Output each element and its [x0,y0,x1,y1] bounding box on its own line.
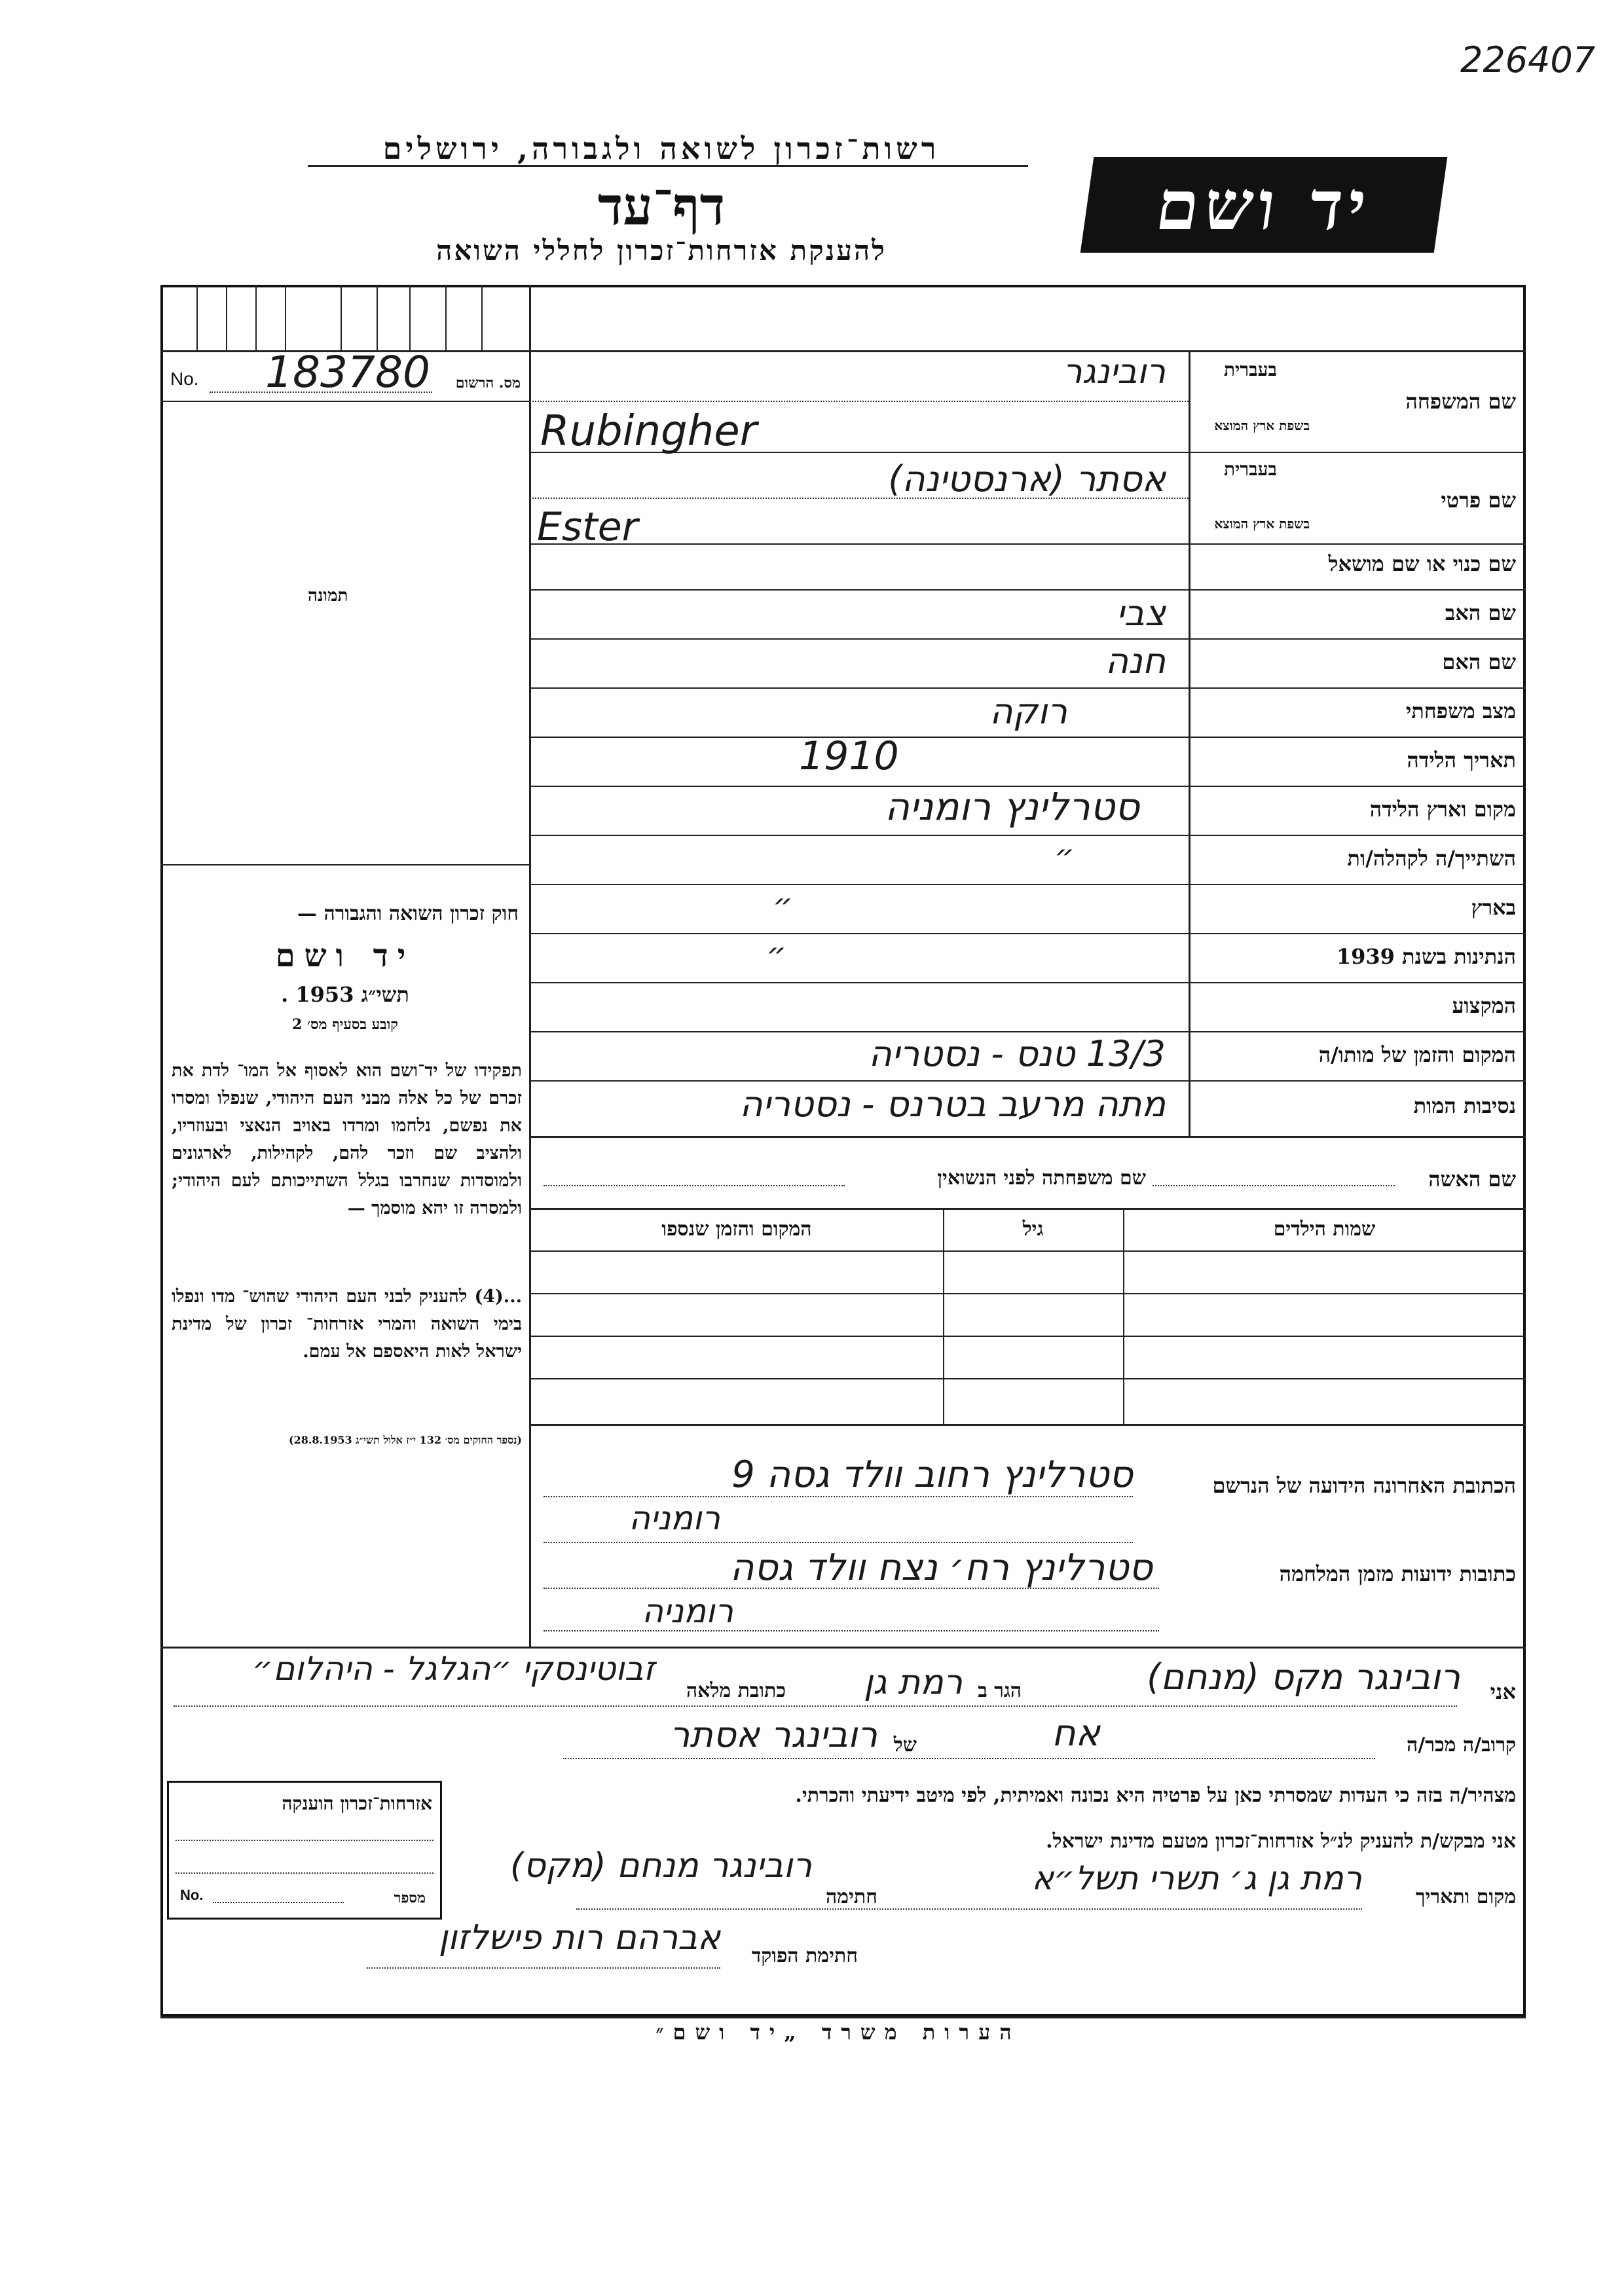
first-name-label: שם פרטי [1441,488,1516,513]
registration-number: 183780 [265,347,430,397]
citizenship-granted-title: אזרחות־זכרון הוענקה [282,1793,432,1814]
place-date-label: מקום ותאריך [1415,1886,1516,1908]
of-label: של [893,1734,917,1757]
nickname-label: שם כנוי או שם מושאל [1328,551,1516,576]
law-title: חוק זכרון השואה והגבורה — [297,902,519,925]
place-date-value: רמת גן ג׳ תשרי תשל״א [1031,1859,1362,1897]
officer-signature-label: חתימת הפוקד [751,1944,858,1967]
last-known-address-value: סטרלינץ רחוב וולד גסה 9 [731,1453,1133,1496]
law-section: קובע בסעיף מס׳ 2 [291,1016,399,1033]
law-paragraph-1: תפקידו של יד־ושם הוא לאסוף אל המו־ לדת את זכרם של כל אלה מבני העם היהודי, שנפלו ומסרו את נפשם, נלחמו ומרדו באויב הנאצי ובעוזריו, ולהציב שם וזכר להם, לקהילות, לארגונים ולמוסדות שנחרבו בגלל השתייכותם לעם היהודי; ולמסרה זו יהא מוסמך — [172,1061,522,1218]
death-place-time-value: 13/3 טנס - נסטריה [868,1033,1166,1074]
community-label: השתייך/ה לקהלה/ות [1347,846,1516,871]
birth-place-value: סטרלינץ רומניה [885,784,1139,829]
citizenship-1939-label: הנתינות בשנת 1939 [1336,944,1516,969]
wartime-address-value-2: רומניה [642,1592,733,1630]
signature-value: רובינגר מנחם (מקס) [509,1846,812,1886]
death-place-time-label: המקום והזמן של מותו/ה [1318,1042,1516,1067]
first-name-origin-label: בשפת ארץ המוצא [1214,516,1310,532]
community-value: ״ [1054,838,1075,875]
registration-no-label: No. [170,369,199,389]
resident-label: הגר ב [978,1679,1022,1702]
death-circumstances-value: מתה מרעב בטרנס - נסטריה [739,1084,1166,1125]
relative-label: קרוב/ה מכר/ה [1407,1734,1516,1757]
death-circumstances-label: נסיבות המות [1413,1093,1516,1118]
family-name-hebrew-value: רובינגר [1063,352,1166,392]
request-text: אני מבקש/ת להעניק לנ״ל אזרחות־זכרון מטעם מדינת ישראל. [1046,1830,1516,1853]
country-value: ״ [773,887,793,924]
marital-status-label: מצב משפחתי [1405,699,1516,723]
law-year: תשי״ג 1953 . [281,982,409,1007]
photo-label: תמונה [308,586,348,606]
law-footnote: (נספר החוקים מס׳ 132 י״ז אלול תשי״ג 28.8.1953) [289,1434,522,1446]
profession-label: המקצוע [1452,993,1516,1018]
citizenship-number-label: מספר [394,1889,426,1906]
form-title: דף־עד [597,175,726,237]
first-name-hebrew-value: אסתר (ארנסטינה) [888,458,1166,500]
last-known-address-value-2: רומניה [629,1499,720,1537]
father-label: שם האב [1445,600,1516,625]
of-value: רובינגר אסתר [669,1714,877,1755]
officer-signature-value: אברהם רות פישלזון [438,1918,720,1958]
children-names-header: שמות הילדים [1273,1218,1376,1241]
children-place-time-header: המקום והזמן שנספו [661,1218,812,1241]
authority-name: רשות־זכרון לשואה ולגבורה, ירושלים [382,131,940,166]
birth-place-label: מקום וארץ הלידה [1369,797,1516,822]
law-paragraph-2: ...(4) להעניק לבני העם היהודי שהוש־ מדו ונפלו בימי השואה והמרי אזרחות־ זכרון של מדינת ישראל לאות היאספם אל עמם. [172,1286,522,1362]
declarant-i-label: אני [1490,1679,1516,1704]
maiden-name-label: שם משפחתה לפני הנשואין [937,1167,1146,1190]
wife-name-label: שם האשה [1428,1167,1516,1192]
first-name-hebrew-label: בעברית [1223,458,1277,480]
mother-value: חנה [1105,640,1166,682]
last-known-address-label: הכתובת האחרונה הידועה של הנרשם [1212,1473,1516,1498]
birth-date-value: 1910 [799,733,899,779]
citizenship-1939-value: ״ [766,936,786,973]
form-subtitle: להענקת אזרחות־זכרון לחללי השואה [436,234,887,266]
family-name-origin-value: Rubingher [540,407,757,456]
declarant-name-value: רובינגר מקס (מנחם) [1147,1656,1460,1698]
registration-label: מס. הרשום [455,374,521,392]
wartime-address-label: כתובות ידועות מזמן המלחמה [1279,1561,1516,1586]
country-label: בארץ [1471,895,1516,920]
family-name-origin-label: בשפת ארץ המוצא [1214,418,1310,433]
yad-vashem-logo: יד ושם [1080,157,1448,253]
resident-value: רמת גן [864,1663,963,1702]
wartime-address-value: סטרלינץ רח׳ נצח וולד גסה [729,1546,1153,1589]
full-address-label: כתובת מלאה [686,1679,786,1702]
first-name-origin-value: Ester [537,504,638,550]
family-name-label: שם המשפחה [1405,389,1516,414]
citizenship-no-label: No. [180,1887,204,1903]
signature-label: חתימה [826,1886,877,1908]
family-name-hebrew-label: בעברית [1223,359,1277,380]
birth-date-label: תאריך הלידה [1407,748,1516,773]
children-age-header: גיל [1022,1218,1044,1241]
declaration-text: מצהיר/ה בזה כי העדות שמסרתי כאן על פרטיה היא נכונה ואמיתית, לפי מיטב ידיעתי והכרתי. [795,1784,1516,1807]
remarks-label: הערות משרד „יד ושם״ [655,2020,1021,2045]
relative-value: אח [1051,1712,1100,1755]
father-value: צבי [1116,592,1166,634]
full-address-value: זבוטינסקי ״הגלגל - היהלום״ [251,1650,655,1688]
mother-label: שם האם [1442,649,1516,674]
archive-number: 226407 [1460,39,1596,81]
law-org: יד ושם [275,938,415,974]
marital-status-value: רוקה [989,691,1067,732]
